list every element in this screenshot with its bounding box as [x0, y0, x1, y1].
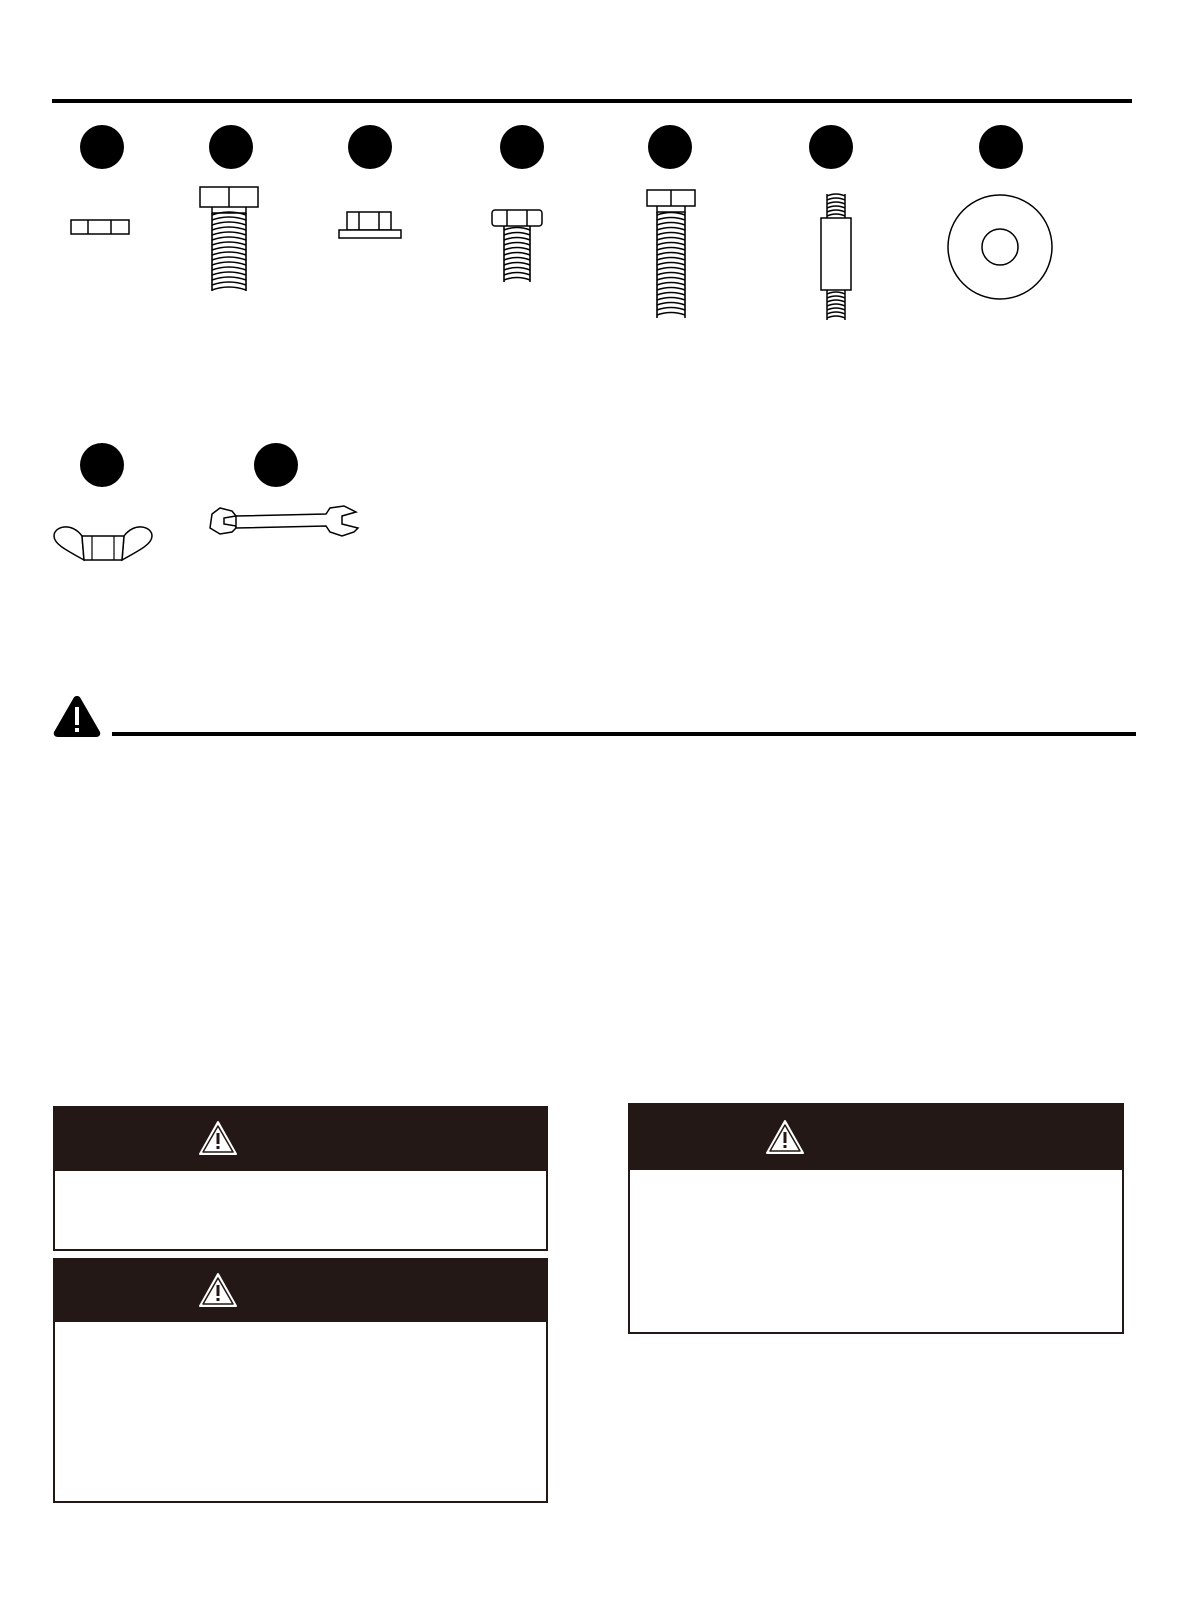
part-badge [254, 443, 298, 487]
extra-long-hex-bolt-icon [645, 188, 701, 328]
part-badge [80, 125, 124, 169]
warning-triangle-icon [198, 1120, 238, 1156]
short-hex-bolt-icon [490, 208, 552, 288]
part-badge [979, 125, 1023, 169]
top-rule [52, 99, 1132, 103]
flange-nut-icon [337, 210, 405, 242]
warning-box-header [55, 1260, 546, 1322]
threaded-spacer-icon [818, 192, 854, 326]
warning-triangle-icon [765, 1119, 805, 1155]
warning-box-header [55, 1108, 546, 1171]
wrench-icon [206, 502, 366, 546]
warning-box-header [630, 1105, 1122, 1170]
warning-box [53, 1258, 548, 1503]
part-badge [500, 125, 544, 169]
wing-nut-icon [52, 520, 156, 568]
warning-triangle-icon [198, 1272, 238, 1308]
hex-nut-side-icon [70, 216, 132, 238]
part-badge [80, 443, 124, 487]
part-badge [809, 125, 853, 169]
flat-washer-icon [945, 192, 1055, 302]
caution-rule [112, 732, 1136, 736]
caution-triangle-icon [52, 694, 102, 738]
long-hex-bolt-icon [198, 185, 264, 303]
part-badge [648, 125, 692, 169]
warning-box [53, 1106, 548, 1251]
part-badge [348, 125, 392, 169]
warning-box [628, 1103, 1124, 1334]
part-badge [209, 125, 253, 169]
